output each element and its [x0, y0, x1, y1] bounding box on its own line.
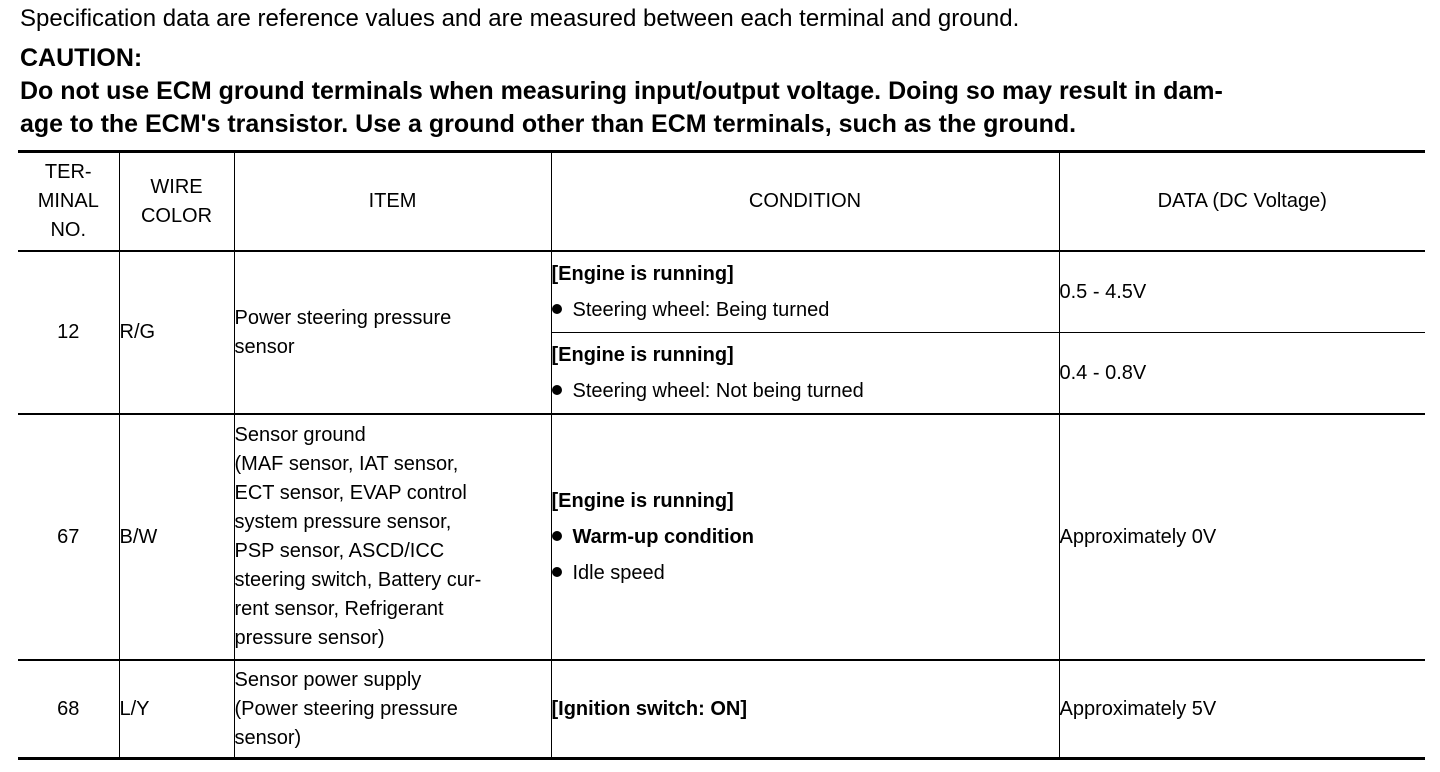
caution-line: Do not use ECM ground terminals when measuring input/output voltage. Doing so may result in dam- [20, 77, 1223, 105]
item-cell: Sensor ground (MAF sensor, IAT sensor, ECT sensor, EVAP control system pressure sensor, PSP sensor, ASCD/ICC steering switch, Battery cur- rent sensor, Refrigerant pressure sensor) [234, 414, 551, 660]
item-cell: Sensor power supply (Power steering pressure sensor) [234, 660, 551, 759]
bullet-icon [552, 567, 562, 577]
condition-cell [551, 414, 1059, 660]
wire-color-cell: B/W [119, 414, 234, 660]
condition-title: [Engine is running] [551, 263, 734, 285]
condition-cell [551, 251, 1059, 333]
bullet-icon [552, 385, 562, 395]
item-cell: Power steering pressure sensor [234, 251, 551, 414]
wire-color-cell: L/Y [119, 660, 234, 759]
condition-bullet: Idle speed [552, 555, 1059, 591]
bullet-icon [552, 531, 562, 541]
table-header-row [18, 152, 1425, 252]
data-cell: 0.4 - 0.8V [1059, 333, 1425, 415]
wire-color-cell: R/G [119, 251, 234, 414]
intro-text: Specification data are reference values and are measured between each terminal and ground. [20, 5, 1020, 32]
table-row [18, 251, 1425, 333]
caution-line: age to the ECM's transistor. Use a ground other than ECM terminals, such as the ground. [20, 110, 1077, 138]
terminal-spec-table [18, 150, 1425, 760]
condition-cell [551, 333, 1059, 415]
terminal-no-cell: 12 [18, 251, 119, 414]
condition-bullet: Steering wheel: Being turned [552, 292, 1059, 328]
table-row [18, 414, 1425, 660]
bullet-icon [552, 304, 562, 314]
condition-title: [Engine is running] [551, 490, 734, 512]
header-terminal-no: TER- MINAL NO. [18, 152, 119, 252]
table-row [18, 660, 1425, 759]
condition-title: [Ignition switch: ON] [551, 698, 748, 720]
header-data: DATA (DC Voltage) [1059, 152, 1425, 252]
header-item: ITEM [234, 152, 551, 252]
header-condition: CONDITION [551, 152, 1059, 252]
data-cell: 0.5 - 4.5V [1059, 251, 1425, 333]
condition-cell [551, 660, 1059, 759]
terminal-no-cell: 67 [18, 414, 119, 660]
condition-bullet: Steering wheel: Not being turned [552, 373, 1059, 409]
condition-title: [Engine is running] [551, 344, 734, 366]
caution-title: CAUTION: [20, 44, 143, 72]
caution-text [20, 75, 1425, 141]
data-cell: Approximately 5V [1059, 660, 1425, 759]
terminal-no-cell: 68 [18, 660, 119, 759]
data-cell: Approximately 0V [1059, 414, 1425, 660]
header-wire-color: WIRE COLOR [119, 152, 234, 252]
condition-bullet: Warm-up condition [552, 519, 1059, 555]
